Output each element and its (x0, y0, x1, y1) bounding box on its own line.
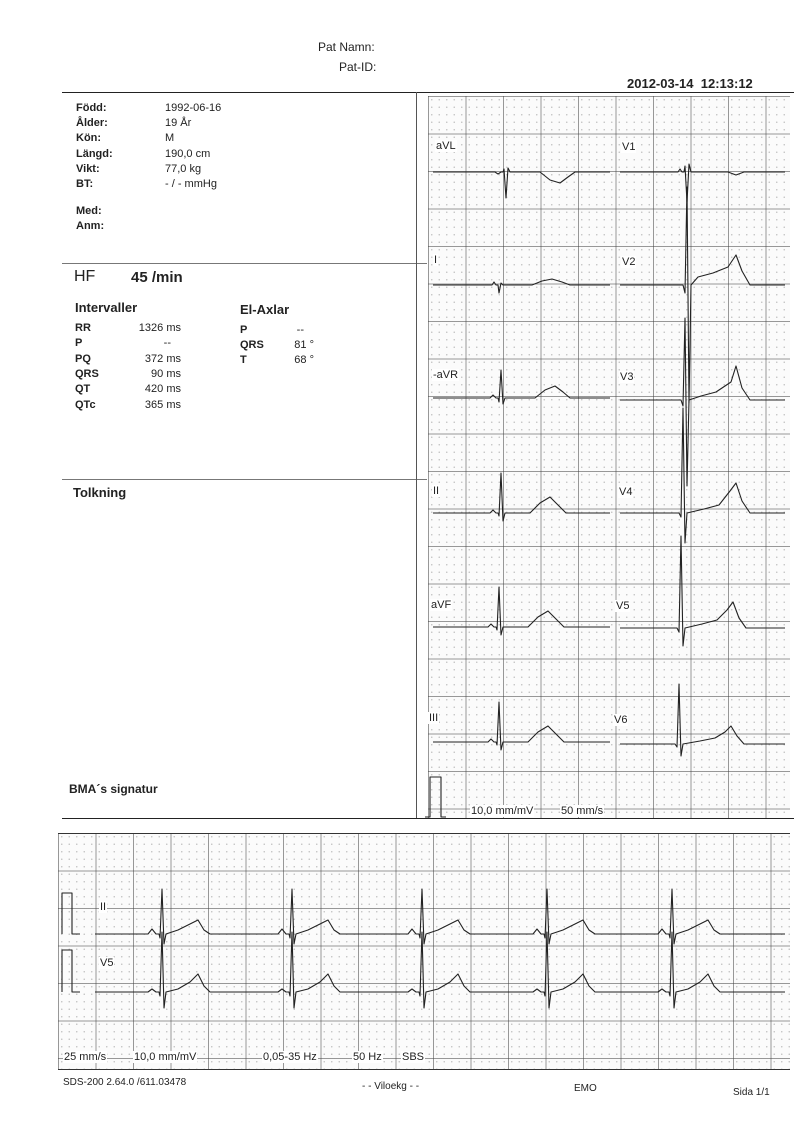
field-label: Vikt: (76, 163, 100, 175)
axes-title: El-Axlar (240, 302, 290, 317)
emo-label: EMO (574, 1083, 597, 1094)
lead-label-v4: V4 (619, 486, 633, 498)
field-label: Född: (76, 102, 107, 114)
interval-value: 90 ms (151, 368, 181, 380)
recording-date: 2012-03-14 (627, 76, 694, 91)
recording-mode: - - Viloekg - - (362, 1081, 420, 1092)
interval-label: QT (75, 383, 91, 395)
lead-label-iii: III (429, 712, 439, 724)
rhythm-filter-label: 0,05-35 Hz (263, 1051, 317, 1063)
lead-label-i: I (434, 254, 438, 266)
field-value: 19 År (165, 117, 192, 129)
calibration-pulse-v5 (62, 950, 80, 992)
field-label: Ålder: (76, 117, 108, 129)
field-value: 1992-06-16 (165, 102, 222, 114)
interval-label: QRS (75, 368, 99, 380)
heart-rate-value: 45 /min (131, 269, 183, 286)
intervals-title: Intervaller (75, 300, 138, 315)
lead-label-v2: V2 (622, 256, 636, 268)
interval-label: RR (75, 322, 91, 334)
upper-speed-label: 50 mm/s (561, 805, 604, 817)
axis-label: QRS (240, 339, 264, 351)
field-value: 190,0 cm (165, 148, 211, 160)
med-label: Med: (76, 205, 102, 217)
field-value: 77,0 kg (165, 163, 202, 175)
lead-label-v3: V3 (620, 371, 634, 383)
lead-label-avl: aVL (436, 140, 456, 152)
field-value: - / - mmHg (165, 178, 217, 190)
axis-label: P (240, 324, 248, 336)
rhythm-trace-v5 (95, 932, 785, 1008)
rhythm-speed-label: 25 mm/s (64, 1051, 107, 1063)
device-info: SDS-200 2.64.0 /611.03478 (63, 1077, 187, 1088)
interval-label: QTc (75, 399, 96, 411)
rhythm-mains-label: 50 Hz (353, 1051, 382, 1063)
patient-id-label: Pat-ID: (339, 60, 377, 74)
anm-label: Anm: (76, 220, 105, 232)
lead-label-v1: V1 (622, 141, 636, 153)
field-label: BT: (76, 178, 94, 190)
interval-value: 420 ms (144, 383, 181, 395)
rhythm-lead-label-v5: V5 (100, 957, 114, 969)
upper-gain-label: 10,0 mm/mV (471, 805, 534, 817)
page-number: Sida 1/1 (733, 1087, 770, 1098)
interval-value: -- (163, 337, 171, 349)
axis-value: -- (296, 324, 304, 336)
lead-label-v6: V6 (614, 714, 628, 726)
field-label: Kön: (76, 132, 102, 144)
rhythm-trace-ii (95, 889, 785, 944)
interval-value: 1326 ms (138, 322, 181, 334)
field-value: M (165, 132, 175, 144)
interval-value: 365 ms (144, 399, 181, 411)
interval-label: PQ (75, 353, 91, 365)
axis-value: 81 ° (294, 339, 314, 351)
patient-name-label: Pat Namn: (318, 40, 375, 54)
heart-rate-label: HF (74, 268, 96, 285)
interpretation-label: Tolkning (73, 485, 127, 500)
field-label: Längd: (76, 148, 113, 160)
lead-label-ii: II (433, 485, 440, 497)
recording-time: 12:13:12 (700, 76, 753, 91)
lead-label-v5: V5 (616, 600, 630, 612)
interval-label: P (75, 337, 83, 349)
signature-label: BMA´s signatur (69, 782, 158, 796)
lead-label-avf: aVF (431, 599, 452, 611)
rhythm-gain-label: 10,0 mm/mV (134, 1051, 197, 1063)
axis-label: T (240, 354, 247, 366)
calibration-pulse-ii (62, 893, 80, 934)
rhythm-lead-label-ii: II (100, 901, 107, 913)
lead-label-avr: -aVR (433, 369, 459, 381)
interval-value: 372 ms (144, 353, 181, 365)
axis-value: 68 ° (294, 354, 314, 366)
rhythm-sbs-label: SBS (402, 1051, 425, 1063)
